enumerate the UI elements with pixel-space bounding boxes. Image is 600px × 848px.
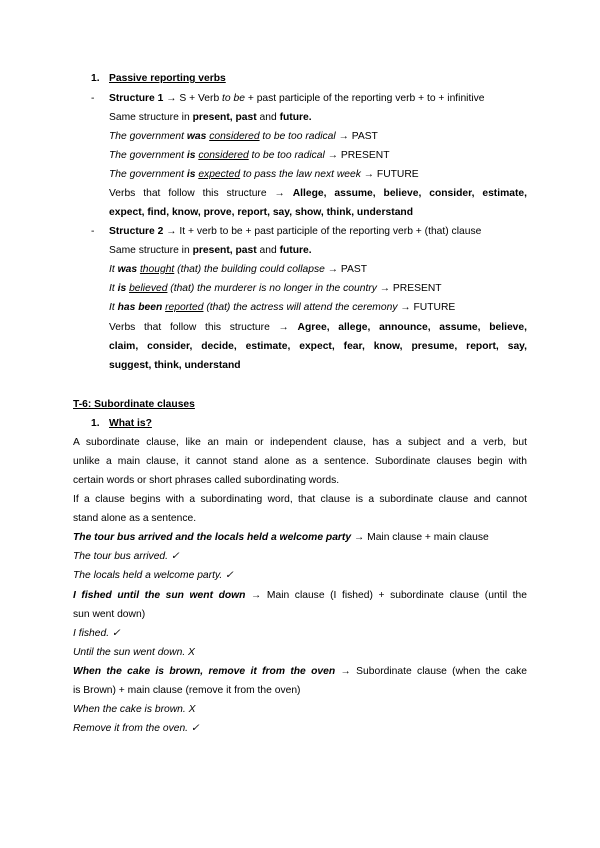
subsection-heading: What is?: [109, 418, 152, 429]
example-1-heading: The tour bus arrived and the locals held a welcome party → Main clause + main clause: [73, 532, 489, 543]
structure-1-example-future: The government is expected to pass the law next week → FUTURE: [109, 169, 419, 180]
example-3-clause-a: When the cake is brown. X: [73, 704, 196, 715]
paragraph-line: certain words or short phrases called subordinating words.: [73, 475, 340, 486]
paragraph-line: If a clause begins with a subordinating word, that clause is a subordinate clause and cannot: [73, 494, 527, 505]
section-2-heading: T-6: Subordinate clauses: [73, 399, 195, 410]
structure-1-line: Structure 1 → S + Verb to be + past participle of the reporting verb + to + infinitive: [109, 93, 485, 104]
structure-2-verbs-cont: claim, consider, decide, estimate, expect, fear, know, presume, report, say,: [109, 341, 527, 352]
structure-2-verbs-end: suggest, think, understand: [109, 360, 241, 371]
section-1-number: 1.: [91, 73, 100, 84]
structure-2-line: Structure 2 → It + verb to be + past participle of the reporting verb + (that) clause: [109, 226, 482, 237]
structure-1-same: Same structure in present, past and future.: [109, 112, 312, 123]
structure-1-example-present: The government is considered to be too radical → PRESENT: [109, 150, 390, 161]
structure-2-example-past: It was thought (that) the building could collapse → PAST: [109, 264, 367, 275]
structure-1-example-past: The government was considered to be too radical → PAST: [109, 131, 378, 142]
structure-2-example-future: It has been reported (that) the actress will attend the ceremony → FUTURE: [109, 302, 456, 313]
subsection-number: 1.: [91, 418, 100, 429]
example-2-clause-a: I fished. ✓: [73, 628, 121, 639]
structure-1-verbs: Verbs that follow this structure → Allege, assume, believe, consider, estimate,: [109, 188, 527, 199]
example-1-clause-a: The tour bus arrived. ✓: [73, 551, 180, 562]
example-2-clause-b: Until the sun went down. X: [73, 647, 195, 658]
paragraph-line: stand alone as a sentence.: [73, 513, 197, 524]
paragraph-line: unlike a main clause, it cannot stand alone as a sentence. Subordinate clauses begin with: [73, 456, 527, 467]
example-3-heading-cont: is Brown) + main clause (remove it from the oven): [73, 685, 301, 696]
example-3-clause-b: Remove it from the oven. ✓: [73, 723, 200, 734]
structure-1-verbs-cont: expect, find, know, prove, report, say, show, think, understand: [109, 207, 413, 218]
example-3-heading: When the cake is brown, remove it from the oven → Subordinate clause (when the cake: [73, 666, 527, 677]
paragraph-line: A subordinate clause, like an main or independent clause, has a subject and a verb, but: [73, 437, 527, 448]
structure-2-example-present: It is believed (that) the murderer is no longer in the country → PRESENT: [109, 283, 442, 294]
bullet-dash: -: [91, 93, 95, 104]
example-2-heading-cont: sun went down): [73, 609, 146, 620]
example-1-clause-b: The locals held a welcome party. ✓: [73, 570, 234, 581]
structure-2-same: Same structure in present, past and future.: [109, 245, 312, 256]
structure-2-verbs: Verbs that follow this structure → Agree, allege, announce, assume, believe,: [109, 322, 527, 333]
example-2-heading: I fished until the sun went down → Main clause (I fished) + subordinate clause (until the: [73, 590, 527, 601]
section-1-heading: Passive reporting verbs: [109, 73, 226, 84]
bullet-dash: -: [91, 226, 95, 237]
